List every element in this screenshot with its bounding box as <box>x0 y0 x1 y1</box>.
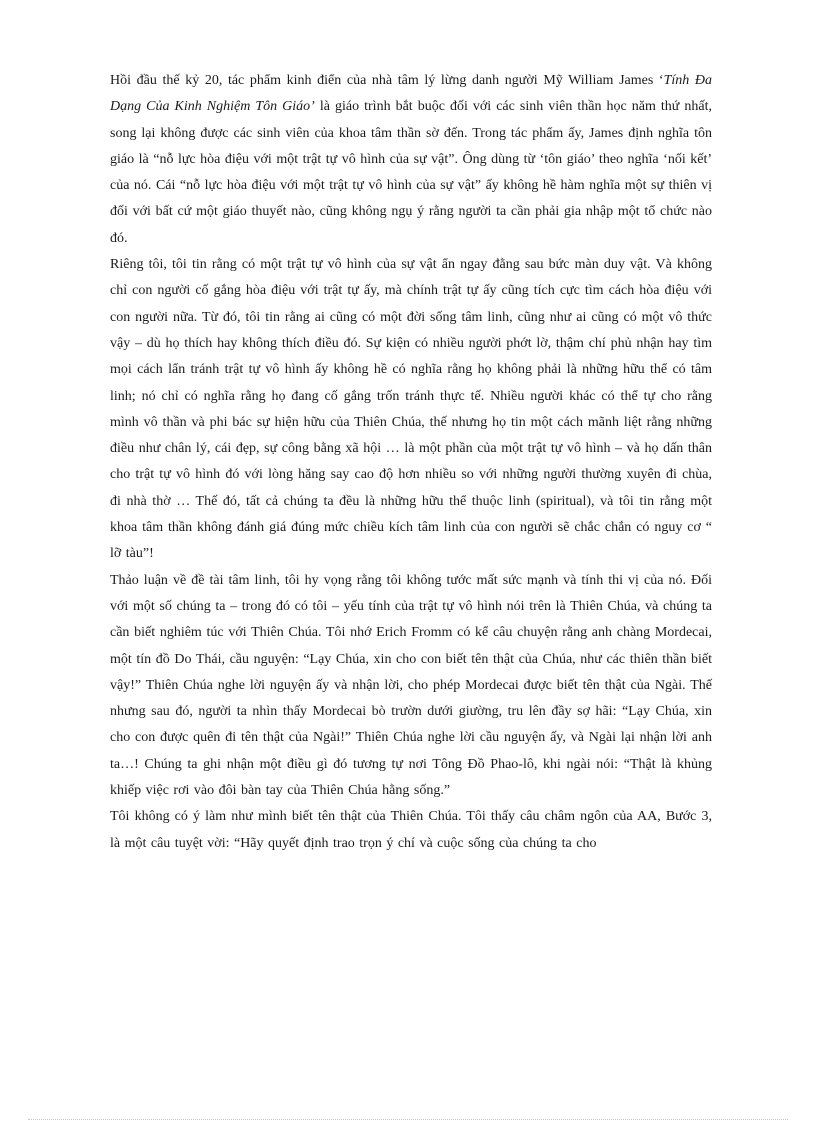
book-title: Tính Đa Dạng Của Kinh Nghiệm Tôn Giáo’ <box>110 73 712 115</box>
paragraph-4: Tôi không có ý làm như mình biết tên thật của Thiên Chúa. Tôi thấy câu châm ngôn của AA, Bước 3, là một câu tuyệt vời: “Hãy quyết định trao trọn ý chí và cuộc sống của chúng ta cho <box>110 809 712 851</box>
paragraph-1 <box>110 68 712 252</box>
paragraph-2: Riêng tôi, tôi tin rằng có một trật tự vô hình của sự vật ẩn ngay đằng sau bức màn duy vật. Và không chỉ con người cố gắng hòa điệu với trật tự ấy, mà chính trật tự ấy cũng tích cực tìm cách hòa điệu với con người nữa. Từ đó, tôi tin rằng ai cũng có một đời sống tâm linh, cũng như ai cũng có một vô thức vậy – dù họ thích hay không thích điều đó. Sự kiện có nhiều người phớt lờ, thậm chí phủ nhận hay tìm mọi cách lẩn tránh trật tự vô hình ấy không hề có nghĩa rằng họ không phải là những hữu thể có tâm linh; nó chỉ có nghĩa rằng họ đang cố gắng trốn tránh thực tế. Nhiều người khác có thể tự cho rằng mình vô thần và phi bác sự hiện hữu của Thiên Chúa, thế nhưng họ tin một cách mãnh liệt rằng những điều như chân lý, cái đẹp, sự công bằng xã hội … là một phần của một trật tự vô hình – và họ dấn thân cho trật tự vô hình đó với lòng hăng say cao độ hơn nhiều so với những người thường xuyên đi chùa, đi nhà thờ … Thế đó, tất cả chúng ta đều là những hữu thể thuộc linh (spiritual), và tôi tin rằng một khoa tâm thần không đánh giá đúng mức chiều kích tâm linh của con người sẽ chắc chắn có nguy cơ “ lỡ tàu”! <box>110 257 712 562</box>
paragraph-3: Thảo luận về đề tài tâm linh, tôi hy vọng rằng tôi không tước mất sức mạnh và tính thi vị của nó. Đối với một số chúng ta – trong đó có tôi – yếu tính của trật tự vô hình nói trên là Thiên Chúa, và chúng ta cần biết nghiêm túc với Thiên Chúa. Tôi nhớ Erich Fromm có kể câu chuyện rằng anh chàng Mordecai, một tín đồ Do Thái, cầu nguyện: “Lạy Chúa, xin cho con biết tên thật của Chúa, như các thiên thần biết vậy!” Thiên Chúa nghe lời nguyện ấy và nhận lời, cho phép Mordecai được biết tên thật của Ngài. Thế nhưng sau đó, người ta nhìn thấy Mordecai bò trườn dưới giường, tru lên đầy sợ hãi: “Lạy Chúa, xin cho con được quên đi tên thật của Ngài!” Thiên Chúa nghe lời cầu nguyện ấy, và Ngài lại nhận lời anh ta…! Chúng ta ghi nhận một điều gì đó tương tự nơi Tông Đồ Phao-lô, khi ngài nói: “Thật là khủng khiếp việc rơi vào đôi bàn tay của Thiên Chúa hằng sống.” <box>110 572 712 799</box>
paragraph-1-lead: Hồi đầu thế kỷ 20, tác phẩm kinh điển của nhà tâm lý lừng danh người Mỹ William James ‘ <box>110 73 664 88</box>
page-bottom-rule <box>28 1119 788 1120</box>
document-body <box>110 68 712 857</box>
paragraph-1-rest: là giáo trình bắt buộc đối với các sinh viên thần học năm thứ nhất, song lại không được các sinh viên của khoa tâm thần sờ đến. Trong tác phẩm ấy, James định nghĩa tôn giáo là “nỗ lực hòa điệu với một trật tự vô hình của sự vật”. Ông dùng từ ‘tôn giáo’ theo nghĩa ‘nối kết’ của nó. Cái “nỗ lực hòa điệu với một trật tự vô hình của sự vật” ấy không hề hàm nghĩa một sự thiên vị đối với bất cứ một giáo thuyết nào, cũng không ngụ ý rằng người ta cần phải gia nhập một tổ chức nào đó. <box>110 99 712 246</box>
